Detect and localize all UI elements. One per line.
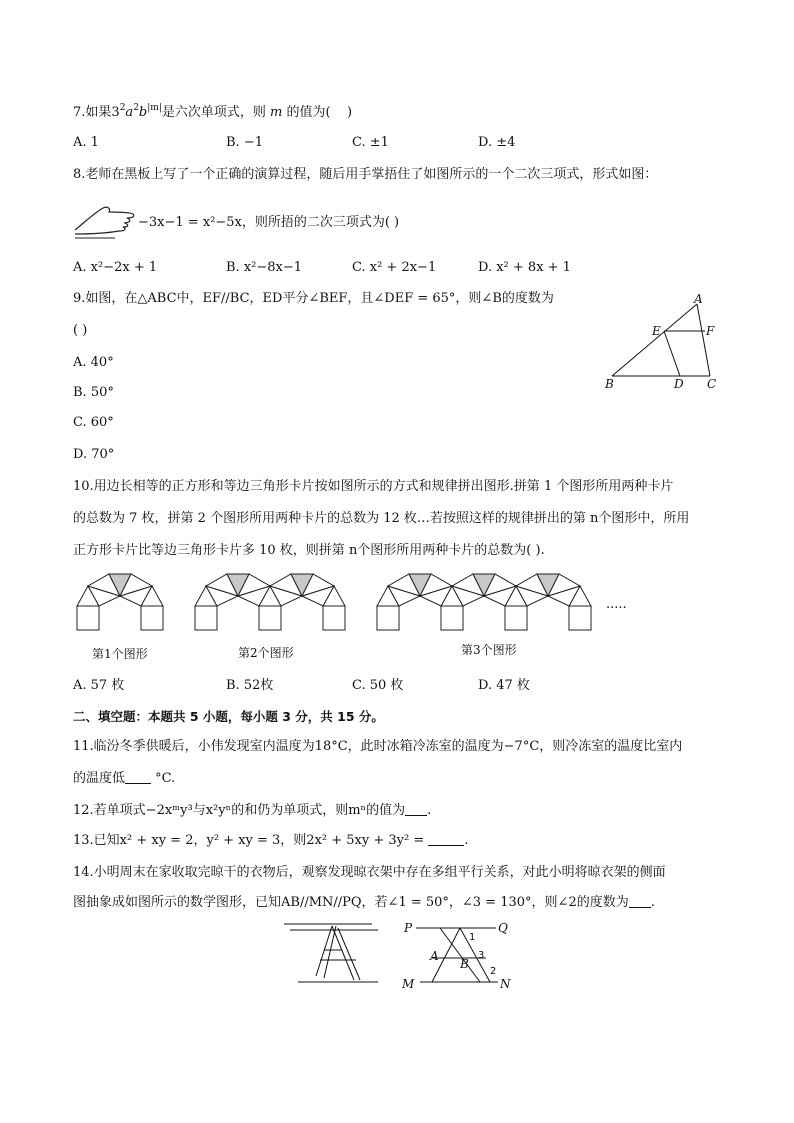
q8-option-c: C. x² + 2x−1 [352,260,437,275]
angle-3-label: 3 [478,950,485,961]
q9-option-b: B. 50° [73,385,114,400]
q8-option-b: B. x²−8x−1 [226,260,303,275]
q9-paren: ( ) [73,323,88,338]
label-f: F [706,324,715,338]
q13-line [73,832,469,850]
label-e: E [652,324,661,338]
q10-line2: 的总数为 7 枚，拼第 2 个图形所用两种卡片的总数为 12 枚…若按照这样的规律拼出的第 n个图形中，所用 [73,511,690,526]
q9-option-c: C. 60° [73,415,114,430]
q7-option-d: D. ±4 [478,135,516,150]
angle-1-label: 1 [469,932,476,943]
q10-line3: 正方形卡片比等边三角形卡片多 10 枚，则拼第 n个图形所用两种卡片的总数为( ). [73,543,545,558]
q10-option-a: A. 57 枚 [73,678,125,693]
drying-rack-figure [280,918,520,988]
label-n: N [500,977,511,988]
q10-option-b: B. 52枚 [226,678,274,693]
q7-stem: 7.如果$3^2a^2b^{|m|}$是六次单项式，则 m 的值为( ) [73,103,353,120]
q9-stem: 9.如图，在△ABC中，EF//BC，ED平分∠BEF，且∠DEF = 65°，则∠B的度数为 [73,291,554,306]
hand-icon [73,200,135,240]
q14-line2 [73,894,655,912]
q7-option-b: B. −1 [226,135,263,150]
q14-text: 图抽象成如图所示的数学图形，已知AB//MN//PQ，若∠1 = 50°，∠3 = 130°，则∠2的度数为 [73,895,629,910]
q11-line2 [73,770,175,788]
q12-answer-blank[interactable] [405,803,427,816]
label-b: B [605,377,614,391]
q13-text: 13.已知x² + xy = 2，y² + xy = 3，则2x² + 5xy + 3y² = [73,833,425,848]
q14-end: . [650,895,655,910]
pattern-1 [77,574,163,630]
q8-stem: 8.老师在黑板上写了一个正确的演算过程，随后用手掌捂住了如图所示的一个二次三项式，形式如图： [73,167,658,182]
q12-line [73,802,431,820]
q10-option-d: D. 47 枚 [478,678,530,693]
label-a: A [694,292,703,306]
label-p: P [404,921,413,935]
q8-expression: −3x−1 = x²−5x，则所捂的二次三项式为( ) [138,215,400,230]
q11-line1: 11.临汾冬季供暖后，小伟发现室内温度为18°C，此时冰箱冷冻室的温度为−7°C，则冷冻室的温度比室内 [73,739,683,754]
q9-option-a: A. 40° [73,355,114,370]
q11-unit: °C. [155,771,176,786]
caption-3: 第3个图形 [461,643,517,657]
q9-option-d: D. 70° [73,447,115,462]
card-patterns-figure [73,570,633,634]
angle-2-label: 2 [490,966,497,977]
q12-end: . [427,803,432,818]
pattern-3 [377,574,591,630]
label-q: Q [498,921,508,935]
q14-line1: 14.小明周末在家收取完晾干的衣物后，观察发现晾衣架中存在多组平行关系，对此小明将晾衣架的侧面 [73,865,666,880]
q11-line2-text: 的温度低 [73,771,126,786]
q8-option-a: A. x²−2x + 1 [73,260,158,275]
section-2-heading: 二、填空题：本题共 5 小题，每小题 3 分，共 15 分。 [73,709,384,724]
pattern-ellipsis: ..... [606,597,627,612]
q12-text: 12.若单项式−2xᵐy³与x²yⁿ的和仍为单项式，则mⁿ的值为 [73,803,406,818]
label-c: C [707,377,717,391]
q14-answer-blank[interactable] [629,895,651,908]
caption-1: 第1个图形 [92,647,148,661]
label-a: A [430,949,439,963]
label-d: D [674,377,684,391]
triangle-abc-figure [600,290,730,394]
q11-answer-blank[interactable] [125,771,151,784]
label-m: M [402,977,415,988]
q13-answer-blank[interactable] [428,833,464,846]
q7-option-c: C. ±1 [352,135,389,150]
q13-end: . [464,833,469,848]
label-b: B [460,957,469,971]
q10-option-c: C. 50 枚 [352,678,404,693]
q10-line1: 10.用边长相等的正方形和等边三角形卡片按如图所示的方式和规律拼出图形.拼第 1 个图形所用两种卡片 [73,479,674,494]
q7-option-a: A. 1 [73,135,99,150]
pattern-2 [195,574,345,630]
caption-2: 第2个图形 [238,646,294,660]
q8-option-d: D. x² + 8x + 1 [478,260,571,275]
